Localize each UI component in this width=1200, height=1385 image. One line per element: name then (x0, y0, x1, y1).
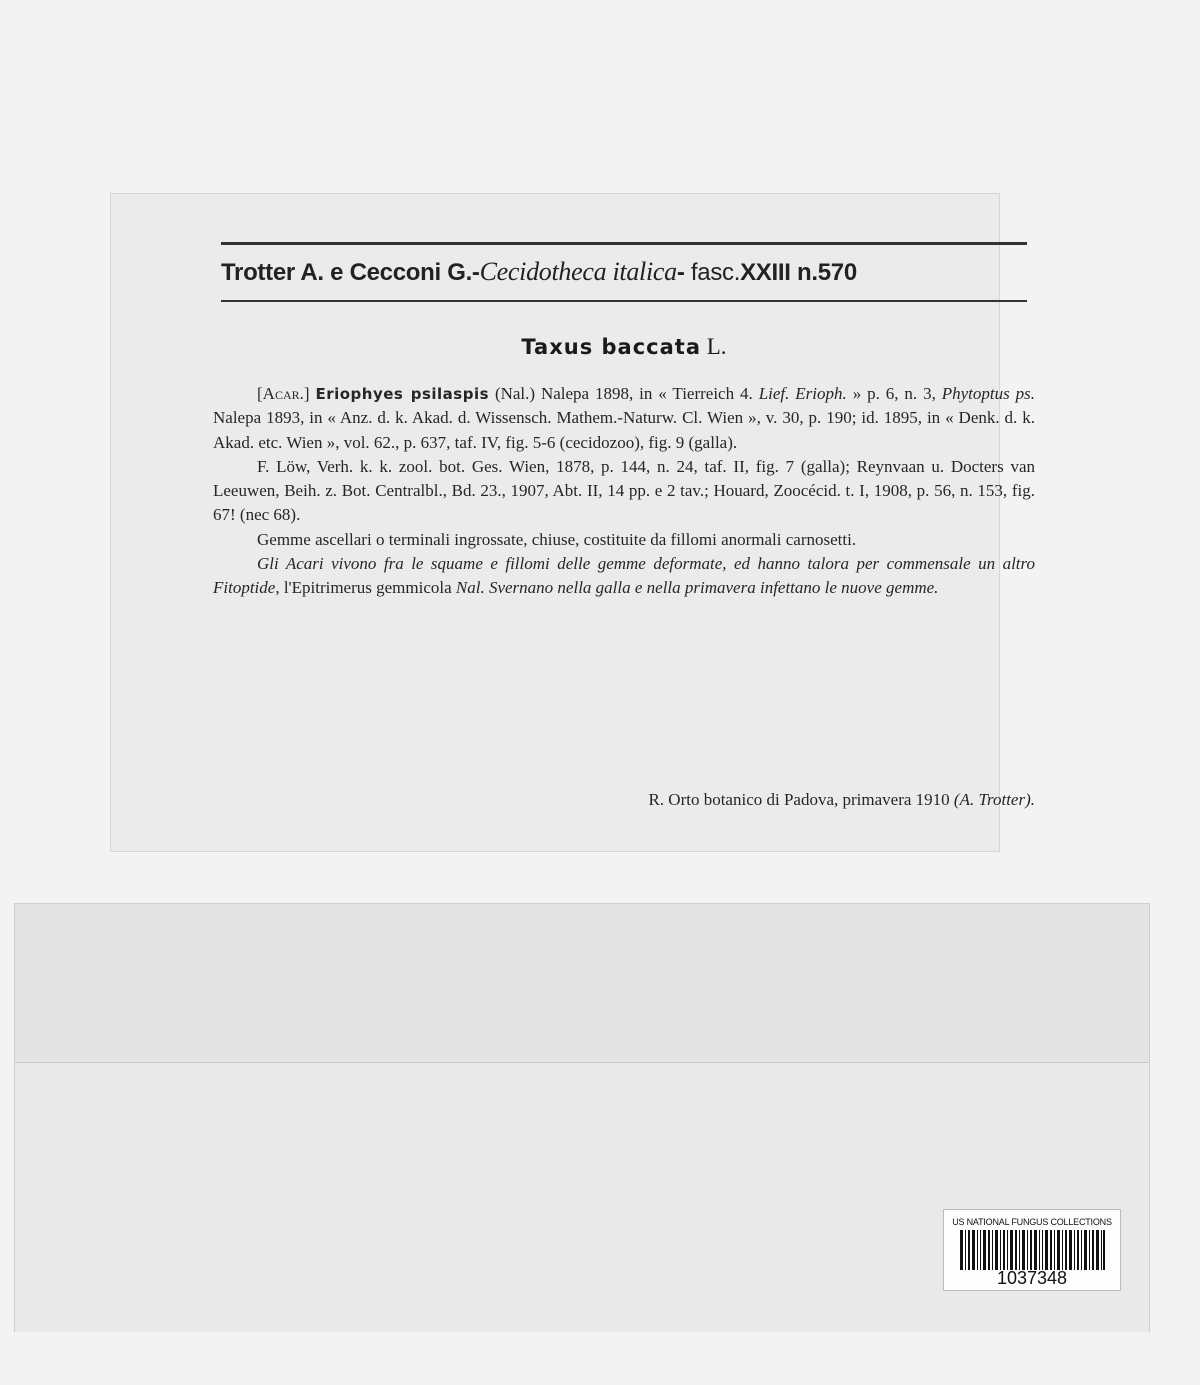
paragraph-gall-description: Gemme ascellari o terminali ingrossate, chiuse, costituite da fillomi anormali carnosetti. (257, 529, 857, 549)
citation-text: (Nal.) Nalepa 1898, in « Tierreich 4. (489, 384, 759, 403)
biology-italic: Nal. Svernano nella galla e nella primavera infettano le nuove gemme. (455, 578, 939, 598)
biology-italic: Gli Acari vivono fra le squame e fillomi delle gemme deformate, ed hanno talora per commensale un altro Fitoptide (213, 554, 1035, 598)
paragraph-references: F. Löw, Verh. k. k. zool. bot. Ges. Wien, 1878, p. 144, n. 24, taf. II, fig. 7 (galla); Reynvaan u. Docters van Leeuwen, Beih. z. Bot. Centralbl., Bd. 23., 1907, Abt. II, 14 pp. e 2 tav.; Houard, Zoocécid. t. I, 1908, p. 56, n. 153, fig. 67! (nec 68). (213, 456, 1035, 525)
citation-italic: Lief. Erioph. (758, 384, 847, 403)
locality-text: R. Orto botanico di Padova, primavera 1910 (648, 790, 954, 809)
species-title (221, 334, 1027, 360)
specimen-label (110, 193, 1036, 852)
barcode-number: 1037348 (996, 1268, 1068, 1288)
label-header (221, 250, 1027, 294)
header-fasc-number: XXIII (740, 259, 791, 286)
header-separator: - (676, 259, 685, 286)
organism-name: Eriophyes psilaspis (315, 385, 490, 403)
header-fasc-word: fasc. (690, 259, 741, 286)
header-work-title: Cecidotheca italica (479, 257, 677, 286)
envelope-flap (15, 1062, 1149, 1332)
species-name: Taxus baccata (521, 335, 701, 359)
synonym-name: Phytoptus ps. (941, 384, 1036, 403)
header-rule-top (221, 242, 1027, 245)
label-body (213, 382, 1035, 601)
citation-text: » p. 6, n. 3, (846, 384, 942, 403)
paragraph-biology (213, 552, 1035, 601)
biology-text: , l'Epitrimerus gemmicola (275, 578, 456, 598)
barcode-graphic (960, 1230, 1105, 1270)
collector: (A. Trotter). (953, 790, 1035, 809)
locality-line (213, 790, 1035, 810)
header-rule-bottom (221, 300, 1027, 302)
barcode-label (943, 1209, 1121, 1291)
species-author: L. (706, 334, 727, 359)
paragraph-gall-maker (213, 382, 1035, 455)
taxon-group: [Acar.] (257, 384, 310, 403)
barcode-institution: US NATIONAL FUNGUS COLLECTIONS (952, 1217, 1112, 1227)
header-authors: Trotter A. e Cecconi G.- (221, 259, 480, 286)
citation-text: Nalepa 1893, in « Anz. d. k. Akad. d. Wissensch. Mathem.-Naturw. Cl. Wien », v. 30, p. 190; id. 1895, in « Denk. d. k. Akad. etc. Wien », vol. 62., p. 637, taf. IV, fig. 5-6 (cecidozoo), fig. 9 (galla). (213, 408, 1035, 452)
header-specimen-number: n.570 (797, 259, 857, 286)
